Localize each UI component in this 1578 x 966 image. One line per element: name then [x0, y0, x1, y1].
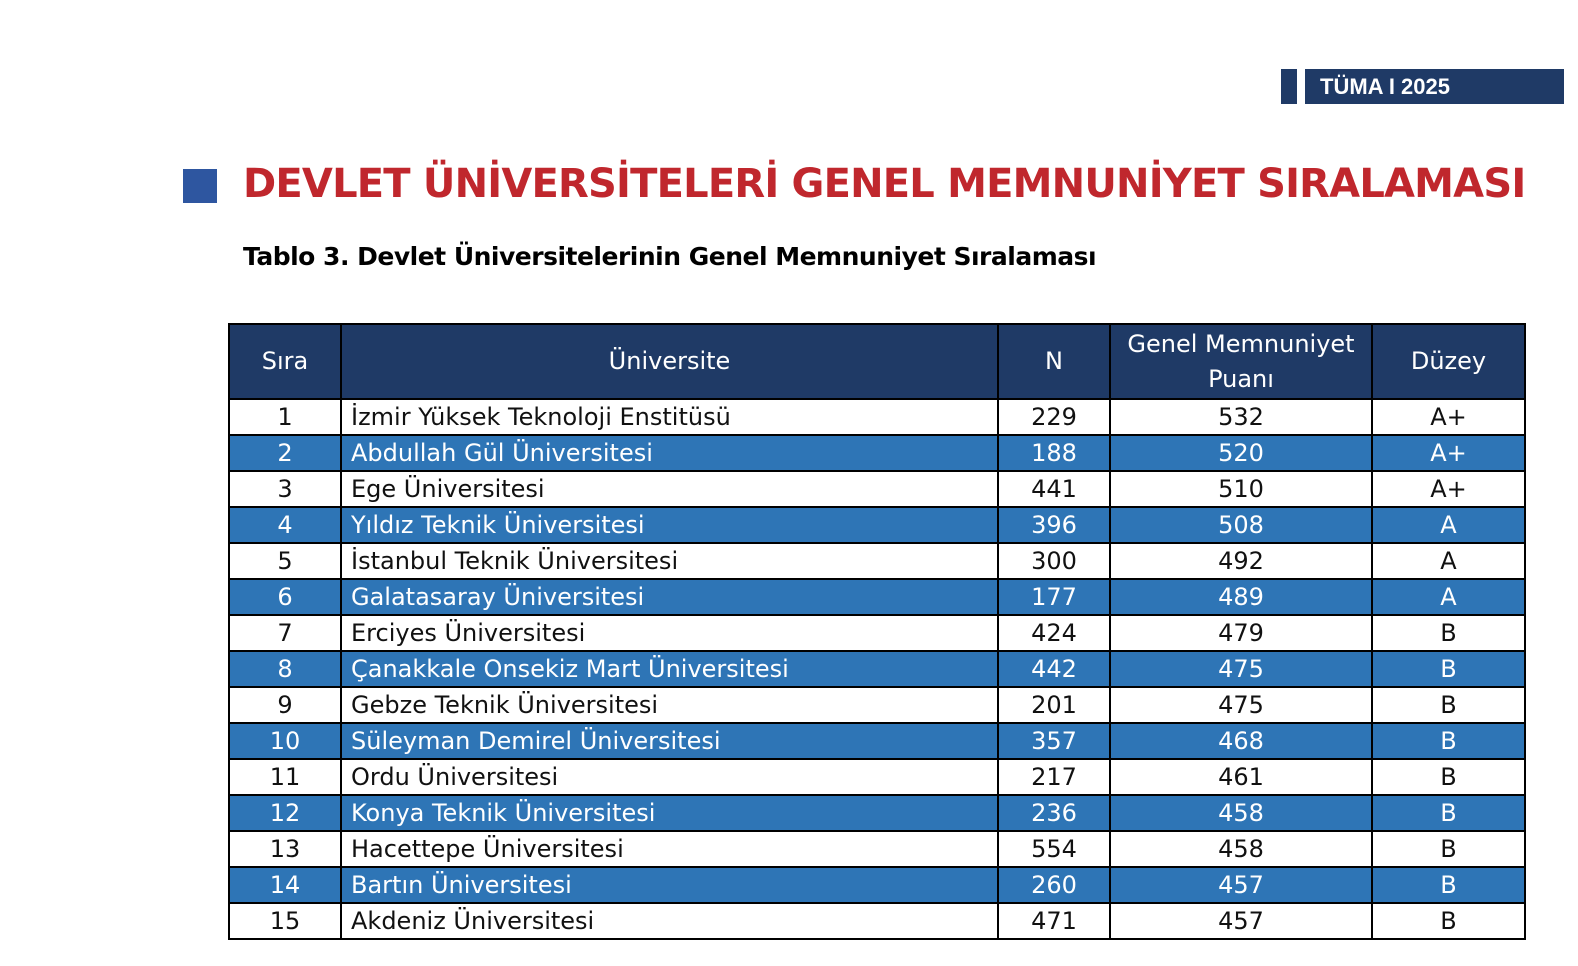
cell-n: 300: [998, 543, 1110, 579]
cell-university: İzmir Yüksek Teknoloji Enstitüsü: [341, 399, 998, 435]
cell-level: A+: [1372, 435, 1525, 471]
cell-level: B: [1372, 687, 1525, 723]
cell-score: 458: [1110, 831, 1372, 867]
cell-level: A+: [1372, 471, 1525, 507]
cell-n: 201: [998, 687, 1110, 723]
satisfaction-ranking-table: [228, 323, 1526, 940]
cell-university: Galatasaray Üniversitesi: [341, 579, 998, 615]
column-header-university: Üniversite: [341, 324, 998, 399]
table-row: [229, 723, 1525, 759]
cell-n: 442: [998, 651, 1110, 687]
cell-score: 457: [1110, 903, 1372, 939]
table-row: [229, 507, 1525, 543]
table-row: [229, 759, 1525, 795]
cell-n: 424: [998, 615, 1110, 651]
cell-university: Çanakkale Onsekiz Mart Üniversitesi: [341, 651, 998, 687]
cell-rank: 9: [229, 687, 341, 723]
table-row: [229, 435, 1525, 471]
cell-university: Hacettepe Üniversitesi: [341, 831, 998, 867]
cell-n: 396: [998, 507, 1110, 543]
cell-university: Akdeniz Üniversitesi: [341, 903, 998, 939]
table-row: [229, 831, 1525, 867]
cell-rank: 3: [229, 471, 341, 507]
title-square-icon: [183, 169, 217, 203]
cell-level: B: [1372, 615, 1525, 651]
table-row: [229, 903, 1525, 939]
cell-rank: 4: [229, 507, 341, 543]
table-row: [229, 795, 1525, 831]
cell-level: B: [1372, 651, 1525, 687]
table-header-row: [229, 324, 1525, 399]
cell-score: 468: [1110, 723, 1372, 759]
cell-n: 188: [998, 435, 1110, 471]
cell-score: 520: [1110, 435, 1372, 471]
cell-university: Abdullah Gül Üniversitesi: [341, 435, 998, 471]
cell-university: Ege Üniversitesi: [341, 471, 998, 507]
cell-level: B: [1372, 759, 1525, 795]
table-caption: Tablo 3. Devlet Üniversitelerinin Genel Memnuniyet Sıralaması: [243, 242, 1097, 271]
cell-rank: 11: [229, 759, 341, 795]
cell-n: 177: [998, 579, 1110, 615]
column-header-level: Düzey: [1372, 324, 1525, 399]
cell-university: Bartın Üniversitesi: [341, 867, 998, 903]
cell-score: 475: [1110, 651, 1372, 687]
table-row: [229, 399, 1525, 435]
cell-score: 457: [1110, 867, 1372, 903]
report-badge: TÜMA I 2025: [1305, 69, 1564, 104]
badge-accent-bar: [1281, 69, 1297, 104]
cell-score: 489: [1110, 579, 1372, 615]
column-header-rank: Sıra: [229, 324, 341, 399]
cell-university: Gebze Teknik Üniversitesi: [341, 687, 998, 723]
cell-rank: 8: [229, 651, 341, 687]
cell-n: 260: [998, 867, 1110, 903]
cell-rank: 6: [229, 579, 341, 615]
cell-score: 475: [1110, 687, 1372, 723]
cell-n: 217: [998, 759, 1110, 795]
cell-score: 510: [1110, 471, 1372, 507]
cell-score: 508: [1110, 507, 1372, 543]
page-title: DEVLET ÜNİVERSİTELERİ GENEL MEMNUNİYET SIRALAMASI: [243, 161, 1526, 207]
table-row: [229, 615, 1525, 651]
cell-rank: 1: [229, 399, 341, 435]
cell-level: B: [1372, 903, 1525, 939]
cell-n: 554: [998, 831, 1110, 867]
cell-level: A+: [1372, 399, 1525, 435]
cell-score: 458: [1110, 795, 1372, 831]
table-row: [229, 579, 1525, 615]
table-row: [229, 867, 1525, 903]
cell-n: 471: [998, 903, 1110, 939]
cell-rank: 14: [229, 867, 341, 903]
cell-score: 461: [1110, 759, 1372, 795]
column-header-n: N: [998, 324, 1110, 399]
cell-rank: 7: [229, 615, 341, 651]
cell-university: Erciyes Üniversitesi: [341, 615, 998, 651]
cell-level: B: [1372, 723, 1525, 759]
column-header-score: Genel Memnuniyet Puanı: [1110, 324, 1372, 399]
cell-rank: 5: [229, 543, 341, 579]
cell-rank: 12: [229, 795, 341, 831]
cell-university: İstanbul Teknik Üniversitesi: [341, 543, 998, 579]
table-row: [229, 471, 1525, 507]
table-row: [229, 687, 1525, 723]
table-body: [229, 399, 1525, 939]
cell-n: 441: [998, 471, 1110, 507]
cell-score: 479: [1110, 615, 1372, 651]
cell-rank: 10: [229, 723, 341, 759]
cell-university: Yıldız Teknik Üniversitesi: [341, 507, 998, 543]
table-row: [229, 651, 1525, 687]
cell-level: B: [1372, 831, 1525, 867]
cell-level: A: [1372, 507, 1525, 543]
cell-university: Ordu Üniversitesi: [341, 759, 998, 795]
cell-n: 236: [998, 795, 1110, 831]
cell-rank: 13: [229, 831, 341, 867]
table-row: [229, 543, 1525, 579]
cell-level: B: [1372, 867, 1525, 903]
cell-university: Süleyman Demirel Üniversitesi: [341, 723, 998, 759]
cell-score: 532: [1110, 399, 1372, 435]
cell-rank: 15: [229, 903, 341, 939]
cell-n: 229: [998, 399, 1110, 435]
cell-score: 492: [1110, 543, 1372, 579]
cell-n: 357: [998, 723, 1110, 759]
cell-university: Konya Teknik Üniversitesi: [341, 795, 998, 831]
cell-level: A: [1372, 543, 1525, 579]
cell-rank: 2: [229, 435, 341, 471]
cell-level: A: [1372, 579, 1525, 615]
cell-level: B: [1372, 795, 1525, 831]
